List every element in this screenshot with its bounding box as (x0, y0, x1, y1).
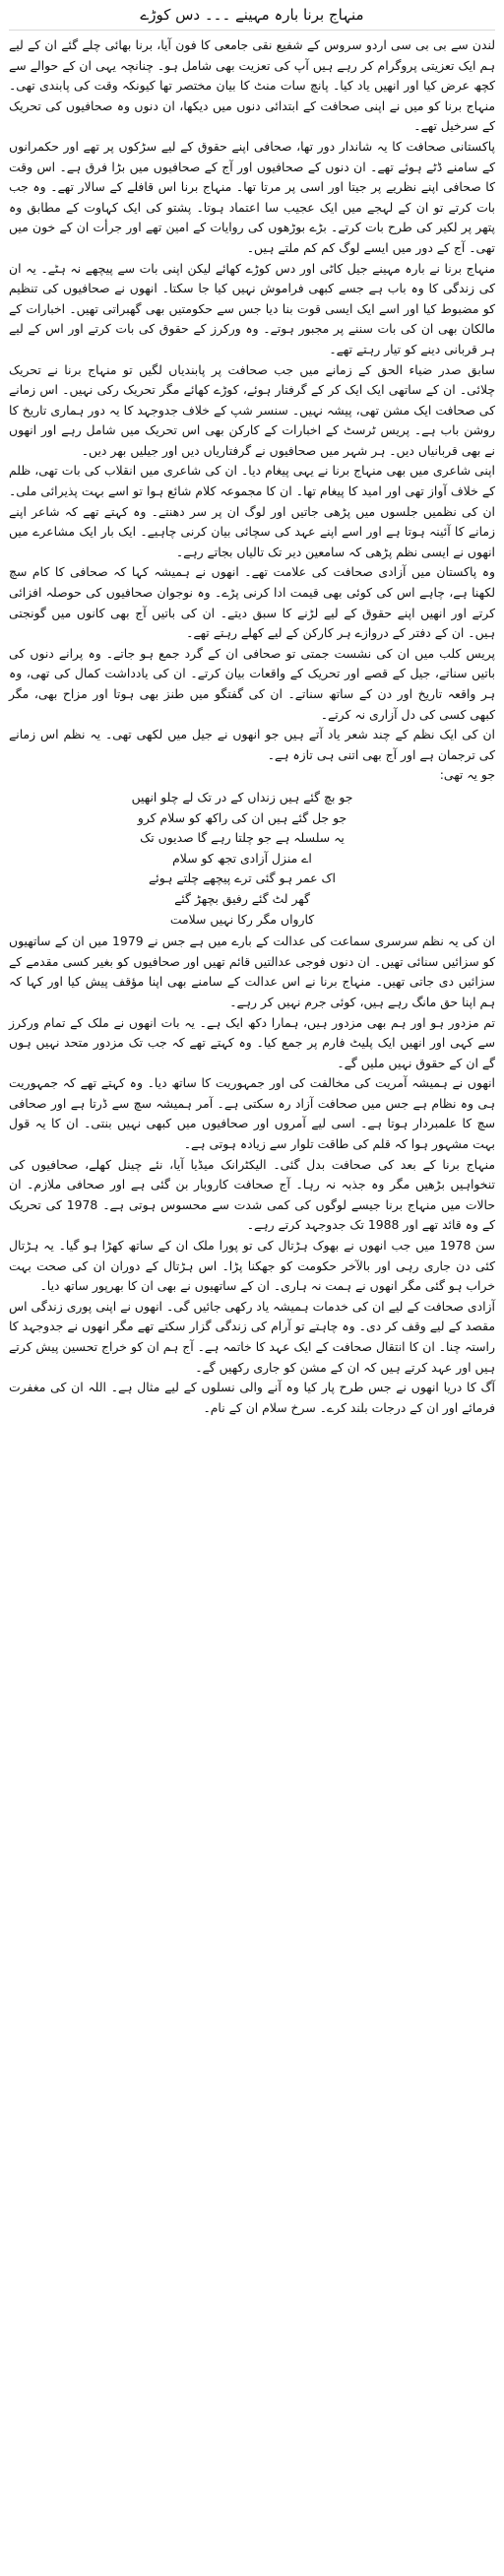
verse-line: کارواں مگر رکا نہیں سلامت (169, 911, 315, 927)
paragraph: اپنی شاعری میں بھی منہاج برنا نے یہی پیغام دیا۔ ان کی شاعری میں انقلاب کی بات تھی، ظلم کے خلاف آواز تھی اور امید کا پیغام تھا۔ ان کا مجموعہ کلام شائع ہوا تو اسے بہت پذیرائی ملی۔ ان کی نظمیں جلسوں میں پڑھی جاتیں اور لوگ ان پر سر دھنتے۔ وہ کہتے تھے کہ شاعر اپنے زمانے کا آئینہ ہوتا ہے اور اسے اپنے عہد کی سچائی بیان کرنی چاہیے۔ ایک بار ایک مشاعرے میں انھوں نے ایسی نظم پڑھی کہ سامعین دیر تک تالیاں بجاتے رہے۔ (9, 463, 495, 559)
verse-line: جو بچ گئے ہیں زنداں کے در تک لے چلو انھیں (131, 789, 353, 805)
paragraph: وہ پاکستان میں آزادی صحافت کی علامت تھے۔ انھوں نے ہمیشہ کہا کہ صحافی کا کام سچ لکھنا ہے، چاہے اس کی کوئی بھی قیمت ادا کرنی پڑے۔ وہ نوجوان صحافیوں کی حوصلہ افزائی کرتے اور انھیں اپنے حقوق کے لیے لڑنے کا سبق دیتے۔ ان کی باتیں آج بھی کانوں میں گونجتی ہیں۔ ان کے دفتر کے دروازے ہر کارکن کے لیے کھلے رہتے تھے۔ (9, 564, 495, 641)
paragraph: آگ کا دریا انھوں نے جس طرح پار کیا وہ آنے والی نسلوں کے لیے مثال ہے۔ اللہ ان کی مغفرت فرمائے اور ان کے درجات بلند کرے۔ سرخ سلام ان کے نام۔ (9, 1380, 495, 1415)
paragraph: منہاج برنا کے بعد کی صحافت بدل گئی۔ الیکٹرانک میڈیا آیا، نئے چینل کھلے، صحافیوں کی تنخواہیں بڑھیں مگر وہ جذبہ نہ رہا۔ آج صحافت کاروبار بن گئی ہے اور صحافی ملازم۔ ان حالات میں منہاج برنا جیسے لوگوں کی کمی شدت سے محسوس ہوتی ہے۔ 1978 کی تحریک کے وہ قائد تھے اور 1988 تک جدوجہد کرتے رہے۔ (9, 1156, 495, 1233)
paragraph: ان کی ایک نظم کے چند شعر یاد آتے ہیں جو انھوں نے جیل میں لکھی تھی۔ یہ نظم اس زمانے کی ترجمان ہے اور آج بھی اتنی ہی تازہ ہے۔ (9, 727, 495, 762)
verse-line: اے منزل آزادی تجھ کو سلام (172, 850, 312, 866)
paragraph: ان کی یہ نظم سرسری سماعت کی عدالت کے بارے میں ہے جس نے 1979 میں ان کے ساتھیوں کو سزائیں سنائی تھیں۔ ان دنوں فوجی عدالتیں قائم تھیں اور صحافیوں کو بغیر کسی مقدمے کے سزائیں دی جاتی تھیں۔ منہاج برنا نے اس عدالت کے سامنے بھی اپنا مؤقف پیش کیا اور کہا کہ ہم اپنا حق مانگ رہے ہیں، کوئی جرم نہیں کر رہے۔ (9, 934, 495, 1009)
paragraph: سن 1978 میں جب انھوں نے بھوک ہڑتال کی تو پورا ملک ان کے ساتھ کھڑا ہو گیا۔ یہ ہڑتال کئی دن جاری رہی اور بالآخر حکومت کو جھکنا پڑا۔ اس ہڑتال کے دوران ان کی صحت بہت خراب ہو گئی مگر انھوں نے ہمت نہ ہاری۔ ان کے ساتھیوں نے بھی ان کا بھرپور ساتھ دیا۔ (9, 1238, 495, 1294)
paragraph: تم مزدور ہو اور ہم بھی مزدور ہیں، ہمارا دکھ ایک ہے۔ یہ بات انھوں نے ملک کے تمام ورکرز سے کہی اور انھیں ایک پلیٹ فارم پر جمع کیا۔ وہ کہتے تھے کہ جب تک مزدور متحد نہیں ہوں گے ان کے حقوق نہیں ملیں گے۔ (9, 1014, 495, 1070)
paragraph: پاکستانی صحافت کا یہ شاندار دور تھا، صحافی اپنے حقوق کے لیے سڑکوں پر تھے اور حکمرانوں کے سامنے ڈٹے ہوئے تھے۔ ان دنوں کے صحافیوں اور آج کے صحافیوں میں بڑا فرق ہے۔ اس وقت کا صحافی اپنے نظریے پر جیتا اور اسی پر مرتا تھا۔ منہاج برنا اس قافلے کے سالار تھے۔ وہ جب بات کرتے تو ان کے لہجے میں ایک عجیب سا اعتماد ہوتا۔ پشتو کی ایک کہاوت کے مطابق وہ پتھر پر لکیر کی طرح بات کرتے۔ بڑے بوڑھوں کی روایات کے امین تھے اور جرأت ان کے خون میں تھی۔ آج کے دور میں ایسے لوگ کم کم ملتے ہیں۔ (9, 138, 495, 255)
paragraph: سابق صدر ضیاء الحق کے زمانے میں جب صحافت پر پابندیاں لگیں تو منہاج برنا نے تحریک چلائی۔ ان کے ساتھی ایک ایک کر کے گرفتار ہوئے، کوڑے کھائے مگر تحریک رکی نہیں۔ اس زمانے کی صحافت ایک مشن تھی، پیشہ نہیں۔ سنسر شپ کے خلاف جدوجہد کا یہ دور ہماری تاریخ کا روشن باب ہے۔ پریس ٹرسٹ کے اخبارات کے کارکن بھی اس تحریک میں شامل رہے اور انھوں نے بھی قربانیاں دیں۔ ہر شہر میں صحافیوں نے گرفتاریاں دیں اور جیلیں بھر دیں۔ (9, 361, 495, 458)
paragraph: لندن سے بی بی سی اردو سروس کے شفیع نقی جامعی کا فون آیا، برنا بھائی چلے گئے ان کے لیے ہم ایک تعزیتی پروگرام کر رہے ہیں آپ کی تعزیت بھی شامل ہو۔ چنانچہ یہی ان کے حوالے سے کچھ عرض کیا اور انھیں یاد کیا۔ پانچ سات منٹ کا بیان مختصر تھا کیونکہ وقت کی پابندی تھی۔ منہاج برنا کو میں نے اپنی صحافت کے ابتدائی دنوں میں دیکھا، ان دنوں وہ صحافیوں کی تحریک کے سرخیل تھے۔ (9, 37, 495, 134)
paragraph: منہاج برنا نے بارہ مہینے جیل کاٹی اور دس کوڑے کھائے لیکن اپنی بات سے پیچھے نہ ہٹے۔ یہ ان کی زندگی کا وہ باب ہے جسے کبھی فراموش نہیں کیا جا سکتا۔ انھوں نے صحافیوں کی تنظیم کو مضبوط کیا اور اسے ایک ایسی قوت بنا دیا جس سے حکومتیں بھی گھبراتی تھیں۔ اخبارات کے مالکان بھی ان کی بات سننے پر مجبور ہوتے۔ وہ ورکرز کے حقوق کی بات کرتے اور اس کے لیے ہر قربانی دینے کو تیار رہتے تھے۔ (9, 260, 495, 356)
verse-line: یہ سلسلہ ہے جو چلتا رہے گا صدیوں تک (140, 830, 345, 846)
article-body (9, 35, 495, 1418)
paragraph: پریس کلب میں ان کی نشست جمتی تو صحافی ان کے گرد جمع ہو جاتے۔ وہ پرانے دنوں کی باتیں سناتے، جیل کے قصے اور تحریک کے واقعات بیان کرتے۔ ان کی یادداشت کمال کی تھی، وہ ہر واقعہ تاریخ اور دن کے ساتھ سناتے۔ ان کی گفتگو میں طنز بھی ہوتا اور مزاح بھی، مگر کبھی کسی کی دل آزاری نہ کرتے۔ (9, 645, 495, 722)
verse-line: اک عمر ہو گئی ترے پیچھے چلتے ہوئے (149, 870, 336, 886)
article-title: منہاج برنا بارہ مہینے ۔۔۔ دس کوڑے (9, 4, 495, 31)
verse-intro: جو یہ تھی: (439, 767, 495, 783)
verse-block (9, 788, 495, 930)
paragraph: انھوں نے ہمیشہ آمریت کی مخالفت کی اور جمہوریت کا ساتھ دیا۔ وہ کہتے تھے کہ جمہوریت ہی وہ نظام ہے جس میں صحافت آزاد رہ سکتی ہے۔ آمر ہمیشہ سچ سے ڈرتا ہے اور صحافی سچ کا علمبردار ہوتا ہے۔ اسی لیے آمروں اور صحافیوں میں کبھی نہیں بنتی۔ ان کا یہ قول بہت مشہور ہوا کہ قلم کی طاقت تلوار سے زیادہ ہوتی ہے۔ (9, 1075, 495, 1152)
paragraph: آزادی صحافت کے لیے ان کی خدمات ہمیشہ یاد رکھی جائیں گی۔ انھوں نے اپنی پوری زندگی اس مقصد کے لیے وقف کر دی۔ وہ چاہتے تو آرام کی زندگی گزار سکتے تھے مگر انھوں نے جدوجہد کا راستہ چنا۔ ان کا انتقال صحافت کے ایک عہد کا خاتمہ ہے۔ آج ہم ان کو خراج تحسین پیش کرتے ہیں اور عہد کرتے ہیں کہ ان کے مشن کو جاری رکھیں گے۔ (9, 1298, 495, 1375)
verse-line: جو جل گئے ہیں ان کی راکھ کو سلام کرو (137, 809, 347, 825)
verse-line: گھر لٹ گئے رفیق بچھڑ گئے (174, 890, 310, 906)
